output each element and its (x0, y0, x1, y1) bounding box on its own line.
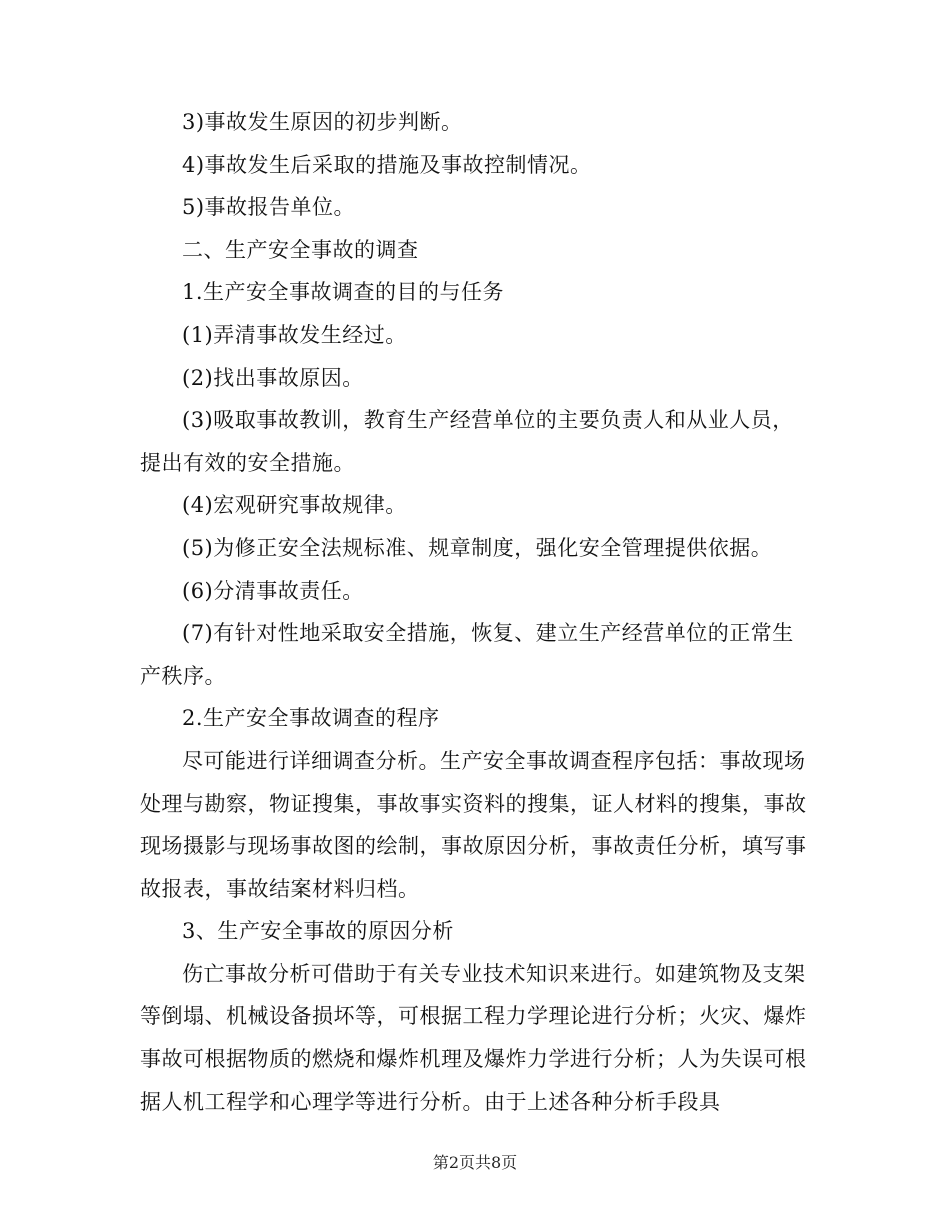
paragraph-cause-judgment: 3)事故发生原因的初步判断。 (182, 110, 463, 134)
paragraph-measures-taken: 4)事故发生后采取的措施及事故控制情况。 (182, 152, 592, 177)
list-item-2: (2)找出事故原因。 (182, 365, 364, 390)
list-item-6: (6)分清事故责任。 (182, 578, 364, 603)
list-item-1: (1)弄清事故发生经过。 (182, 322, 407, 347)
subheading-procedure: 2.生产安全事故调查的程序 (182, 706, 440, 731)
list-item-5: (5)为修正安全法规标准、规章制度，强化安全管理提供依据。 (182, 535, 773, 560)
document-body (140, 101, 815, 1123)
list-item-3: (3)吸取事故教训，教育生产经营单位的主要负责人和从业人员，提出有效的安全措施。 (140, 408, 794, 475)
paragraph-cause-analysis: 伤亡事故分析可借助于有关专业技术知识来进行。如建筑物及支架等倒塌、机械设备损坏等，可根据工程力学理论进行分析；火灾、爆炸事故可根据物质的燃烧和爆炸机理及爆炸力学进行分析；人为失误可根据人机工程学和心理学等进行分析。由于上述各种分析手段具 (140, 961, 807, 1114)
paragraph-reporting-unit: 5)事故报告单位。 (182, 195, 356, 220)
paragraph-procedure: 尽可能进行详细调查分析。生产安全事故调查程序包括：事故现场处理与勘察，物证搜集，事故事实资料的搜集，证人材料的搜集，事故现场摄影与现场事故图的绘制，事故原因分析，事故责任分析，填写事故报表，事故结案材料归档。 (140, 748, 807, 901)
page-number-footer: 第2页共8页 (432, 1153, 518, 1172)
list-item-4: (4)宏观研究事故规律。 (182, 493, 407, 518)
subheading-purpose-tasks: 1.生产安全事故调查的目的与任务 (182, 280, 505, 305)
section-heading-investigation: 二、生产安全事故的调查 (182, 237, 419, 262)
list-item-7: (7)有针对性地采取安全措施，恢复、建立生产经营单位的正常生产秩序。 (140, 621, 794, 688)
subheading-cause-analysis: 3、生产安全事故的原因分析 (182, 919, 454, 944)
